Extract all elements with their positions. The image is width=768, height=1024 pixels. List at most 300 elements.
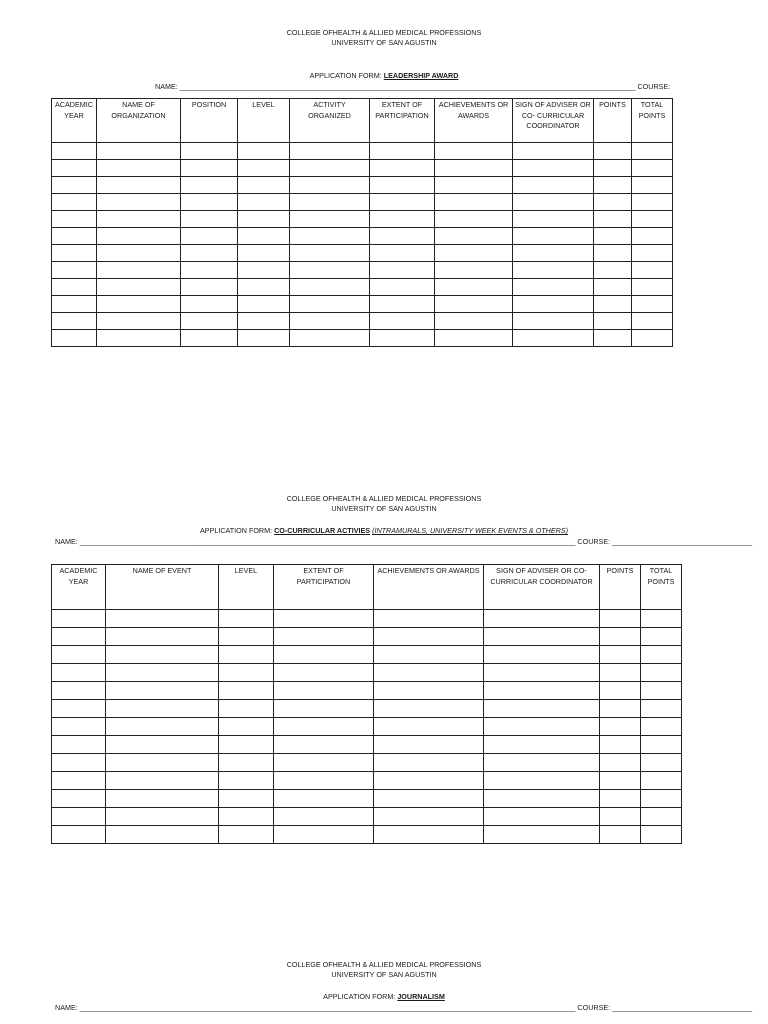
table-cell[interactable]: [274, 790, 374, 808]
table-cell[interactable]: [370, 279, 435, 296]
table-cell[interactable]: [274, 826, 374, 844]
table-row: [52, 790, 682, 808]
table-cell[interactable]: [435, 228, 513, 245]
name-label: NAME:: [55, 537, 80, 546]
table-cell[interactable]: [52, 160, 97, 177]
name-underline[interactable]: __________________________________________________________________________________________________________________: [179, 82, 636, 91]
table-cell[interactable]: [513, 194, 594, 211]
col-header: ACADEMIC YEAR: [52, 565, 106, 610]
table-cell[interactable]: [274, 736, 374, 754]
table-cell[interactable]: [641, 664, 682, 682]
table-cell[interactable]: [484, 808, 600, 826]
table-cell[interactable]: [219, 682, 274, 700]
table-cell[interactable]: [374, 772, 484, 790]
form2-name-line: [55, 537, 753, 547]
table-cell[interactable]: [181, 245, 238, 262]
table-cell[interactable]: [219, 808, 274, 826]
form-prefix: APPLICATION FORM:: [323, 992, 398, 1001]
table-cell[interactable]: [374, 754, 484, 772]
table-row: [52, 610, 682, 628]
table-cell[interactable]: [484, 628, 600, 646]
table-cell[interactable]: [274, 772, 374, 790]
table-cell[interactable]: [594, 330, 632, 347]
table-cell[interactable]: [594, 228, 632, 245]
table-cell[interactable]: [97, 296, 181, 313]
table-cell[interactable]: [52, 245, 97, 262]
table-cell[interactable]: [52, 228, 97, 245]
table-cell[interactable]: [97, 262, 181, 279]
table-cell[interactable]: [52, 262, 97, 279]
table-cell[interactable]: [370, 211, 435, 228]
col-header: ACHIEVEMENTS OR AWARDS: [435, 99, 513, 143]
table-cell[interactable]: [238, 330, 290, 347]
table-row: [52, 682, 682, 700]
table-cell[interactable]: [274, 718, 374, 736]
table-row: [52, 700, 682, 718]
table-row: [52, 826, 682, 844]
table-cell[interactable]: [435, 313, 513, 330]
table-cell[interactable]: [600, 646, 641, 664]
table-row: [52, 211, 673, 228]
table-cell[interactable]: [632, 177, 673, 194]
table-cell[interactable]: [484, 700, 600, 718]
col-header: EXTENT OF PARTICIPATION: [370, 99, 435, 143]
table-cell[interactable]: [181, 313, 238, 330]
table-cell[interactable]: [374, 736, 484, 754]
table-cell[interactable]: [97, 194, 181, 211]
table-cell[interactable]: [106, 754, 219, 772]
table-cell[interactable]: [52, 790, 106, 808]
form-title: LEADERSHIP AWARD: [383, 71, 459, 80]
table-cell[interactable]: [370, 143, 435, 160]
table-row: [52, 664, 682, 682]
col-header: TOTAL POINTS: [641, 565, 682, 610]
table-cell[interactable]: [513, 245, 594, 262]
table-cell[interactable]: [594, 211, 632, 228]
form2-title-line: [0, 526, 768, 536]
leadership-table: [51, 98, 673, 347]
table-cell[interactable]: [484, 772, 600, 790]
table-cell[interactable]: [484, 682, 600, 700]
table-cell[interactable]: [52, 211, 97, 228]
table-cell[interactable]: [513, 228, 594, 245]
table-cell[interactable]: [106, 826, 219, 844]
table-cell[interactable]: [52, 194, 97, 211]
table-row: [52, 296, 673, 313]
table-row: [52, 279, 673, 296]
table-cell[interactable]: [274, 754, 374, 772]
table-row: [52, 772, 682, 790]
table-cell[interactable]: [52, 826, 106, 844]
table-cell[interactable]: [600, 736, 641, 754]
table-cell[interactable]: [219, 718, 274, 736]
table-cell[interactable]: [52, 313, 97, 330]
table-row: [52, 228, 673, 245]
table-cell[interactable]: [370, 194, 435, 211]
university-name: UNIVERSITY OF SAN AGUSTIN: [331, 504, 437, 513]
col-header: ACTIVITY ORGANIZED: [290, 99, 370, 143]
table-cell[interactable]: [632, 313, 673, 330]
university-name: UNIVERSITY OF SAN AGUSTIN: [331, 38, 437, 47]
table-cell[interactable]: [435, 160, 513, 177]
table-cell[interactable]: [52, 772, 106, 790]
table-cell[interactable]: [484, 790, 600, 808]
table-cell[interactable]: [219, 664, 274, 682]
table-cell[interactable]: [52, 664, 106, 682]
table-cell[interactable]: [97, 177, 181, 194]
course-underline[interactable]: ___________________________________: [612, 537, 753, 546]
table-cell[interactable]: [641, 682, 682, 700]
table-row: [52, 177, 673, 194]
table-cell[interactable]: [374, 808, 484, 826]
table-cell[interactable]: [594, 245, 632, 262]
table-row: [52, 628, 682, 646]
table-cell[interactable]: [370, 296, 435, 313]
table-cell[interactable]: [370, 330, 435, 347]
table-cell[interactable]: [290, 211, 370, 228]
table-cell[interactable]: [370, 262, 435, 279]
table-cell[interactable]: [641, 610, 682, 628]
table-row: [52, 262, 673, 279]
table-cell[interactable]: [238, 228, 290, 245]
table-cell[interactable]: [594, 177, 632, 194]
table-cell[interactable]: [641, 754, 682, 772]
table-cell[interactable]: [106, 808, 219, 826]
table-cell[interactable]: [632, 245, 673, 262]
table-cell[interactable]: [374, 790, 484, 808]
table-cell[interactable]: [594, 313, 632, 330]
table-cell[interactable]: [484, 664, 600, 682]
table-cell[interactable]: [52, 628, 106, 646]
table-cell[interactable]: [97, 211, 181, 228]
table-cell[interactable]: [219, 736, 274, 754]
table-cell[interactable]: [219, 754, 274, 772]
col-header: POSITION: [181, 99, 238, 143]
table-cell[interactable]: [632, 330, 673, 347]
table-cell[interactable]: [641, 736, 682, 754]
table-cell[interactable]: [181, 211, 238, 228]
table-cell[interactable]: [641, 628, 682, 646]
table-cell[interactable]: [52, 177, 97, 194]
col-header: ACADEMIC YEAR: [52, 99, 97, 143]
table-cell[interactable]: [181, 279, 238, 296]
table-cell[interactable]: [219, 610, 274, 628]
table-row: [52, 736, 682, 754]
table-cell[interactable]: [274, 808, 374, 826]
table-cell[interactable]: [632, 279, 673, 296]
course-underline[interactable]: ___________________________________: [612, 1003, 753, 1012]
table-cell[interactable]: [484, 610, 600, 628]
col-header: TOTAL POINTS: [632, 99, 673, 143]
table-row: [52, 718, 682, 736]
form-subtitle: (INTRAMURALS, UNIVERSITY WEEK EVENTS & OTHERS): [372, 526, 569, 535]
table-cell[interactable]: [97, 228, 181, 245]
table-cell[interactable]: [513, 160, 594, 177]
table-cell[interactable]: [435, 177, 513, 194]
table-cell[interactable]: [181, 194, 238, 211]
table-cell[interactable]: [370, 177, 435, 194]
table-cell[interactable]: [238, 245, 290, 262]
table-cell[interactable]: [435, 296, 513, 313]
table-cell[interactable]: [641, 808, 682, 826]
table-cell[interactable]: [97, 160, 181, 177]
table-cell[interactable]: [641, 646, 682, 664]
table-row: [52, 754, 682, 772]
table-cell[interactable]: [97, 245, 181, 262]
col-header: SIGN OF ADVISER OR CO-CURRICULAR COORDINATOR: [484, 565, 600, 610]
table-cell[interactable]: [290, 296, 370, 313]
table-cell[interactable]: [600, 682, 641, 700]
college-name: COLLEGE OFHEALTH & ALLIED MEDICAL PROFESSIONS: [286, 28, 482, 37]
table-cell[interactable]: [641, 826, 682, 844]
table-cell[interactable]: [290, 194, 370, 211]
table-cell[interactable]: [513, 330, 594, 347]
table-cell[interactable]: [290, 177, 370, 194]
table-cell[interactable]: [290, 313, 370, 330]
table-cell[interactable]: [374, 646, 484, 664]
form1-header: [0, 28, 768, 48]
form3-title-line: [0, 992, 768, 1002]
table-cell[interactable]: [435, 194, 513, 211]
table-cell[interactable]: [238, 177, 290, 194]
table-cell[interactable]: [52, 718, 106, 736]
col-header: NAME OF EVENT: [106, 565, 219, 610]
table-cell[interactable]: [106, 736, 219, 754]
table-cell[interactable]: [106, 664, 219, 682]
table-cell[interactable]: [435, 279, 513, 296]
table-cell[interactable]: [181, 228, 238, 245]
table-cell[interactable]: [52, 646, 106, 664]
table-cell[interactable]: [274, 700, 374, 718]
table-cell[interactable]: [484, 736, 600, 754]
table-cell[interactable]: [594, 194, 632, 211]
table-cell[interactable]: [97, 313, 181, 330]
table-cell[interactable]: [600, 664, 641, 682]
table-cell[interactable]: [52, 279, 97, 296]
table-cell[interactable]: [600, 700, 641, 718]
table-cell[interactable]: [52, 610, 106, 628]
table-row: [52, 245, 673, 262]
college-name: COLLEGE OFHEALTH & ALLIED MEDICAL PROFESSIONS: [286, 494, 482, 503]
table-cell[interactable]: [290, 245, 370, 262]
table-cell[interactable]: [219, 628, 274, 646]
table-cell[interactable]: [274, 664, 374, 682]
table-cell[interactable]: [513, 177, 594, 194]
form2-header: [0, 494, 768, 514]
table-cell[interactable]: [290, 262, 370, 279]
col-header: LEVEL: [238, 99, 290, 143]
table-cell[interactable]: [600, 628, 641, 646]
table-row: [52, 143, 673, 160]
course-label: COURSE:: [575, 537, 613, 546]
table-cell[interactable]: [370, 160, 435, 177]
table-cell[interactable]: [594, 296, 632, 313]
table-cell[interactable]: [219, 790, 274, 808]
table-cell[interactable]: [106, 628, 219, 646]
table-cell[interactable]: [290, 330, 370, 347]
table-cell[interactable]: [632, 296, 673, 313]
table-cell[interactable]: [513, 262, 594, 279]
table-cell[interactable]: [290, 228, 370, 245]
table-cell[interactable]: [52, 330, 97, 347]
table-cell[interactable]: [374, 628, 484, 646]
table-cell[interactable]: [274, 682, 374, 700]
table-cell[interactable]: [632, 194, 673, 211]
table-cell[interactable]: [219, 700, 274, 718]
table-cell[interactable]: [274, 646, 374, 664]
table-cell[interactable]: [238, 194, 290, 211]
name-label: NAME:: [155, 82, 180, 91]
table-cell[interactable]: [513, 279, 594, 296]
name-underline[interactable]: ____________________________________________________________________________________________________________________________: [79, 537, 576, 546]
form3-header: [0, 960, 768, 980]
table-cell[interactable]: [181, 160, 238, 177]
course-label: COURSE:: [575, 1003, 613, 1012]
table-cell[interactable]: [600, 754, 641, 772]
table-cell[interactable]: [106, 700, 219, 718]
table-cell[interactable]: [600, 790, 641, 808]
table-cell[interactable]: [641, 718, 682, 736]
form-title: JOURNALISM: [397, 992, 445, 1001]
table-cell[interactable]: [238, 279, 290, 296]
table-cell[interactable]: [484, 826, 600, 844]
table-row: [52, 330, 673, 347]
table-cell[interactable]: [52, 296, 97, 313]
table-cell[interactable]: [106, 610, 219, 628]
table-cell[interactable]: [484, 754, 600, 772]
table-cell[interactable]: [238, 262, 290, 279]
table-cell[interactable]: [238, 143, 290, 160]
table-row: [52, 313, 673, 330]
table-cell[interactable]: [181, 177, 238, 194]
table-cell[interactable]: [106, 682, 219, 700]
co-curricular-table: [51, 564, 682, 844]
table-cell[interactable]: [594, 279, 632, 296]
table-cell[interactable]: [370, 228, 435, 245]
form1-title-line: [0, 71, 768, 81]
table-cell[interactable]: [374, 610, 484, 628]
col-header: SIGN OF ADVISER OR CO- CURRICULAR COORDINATOR: [513, 99, 594, 143]
table-cell[interactable]: [513, 143, 594, 160]
table-cell[interactable]: [513, 296, 594, 313]
table-cell[interactable]: [513, 211, 594, 228]
table-cell[interactable]: [641, 700, 682, 718]
table-cell[interactable]: [52, 736, 106, 754]
table-cell[interactable]: [632, 262, 673, 279]
table-cell[interactable]: [641, 790, 682, 808]
table-cell[interactable]: [106, 718, 219, 736]
name-underline[interactable]: ____________________________________________________________________________________________________________________________: [79, 1003, 576, 1012]
table-cell[interactable]: [600, 826, 641, 844]
table-cell[interactable]: [435, 143, 513, 160]
table-cell[interactable]: [600, 772, 641, 790]
table-cell[interactable]: [600, 808, 641, 826]
col-header: LEVEL: [219, 565, 274, 610]
table-cell[interactable]: [374, 700, 484, 718]
col-header: NAME OF ORGANIZATION: [97, 99, 181, 143]
table-cell[interactable]: [181, 262, 238, 279]
form-prefix: APPLICATION FORM:: [309, 71, 384, 80]
table-cell[interactable]: [181, 330, 238, 347]
table-cell[interactable]: [290, 279, 370, 296]
table-cell[interactable]: [594, 160, 632, 177]
table-cell[interactable]: [106, 772, 219, 790]
table-cell[interactable]: [52, 700, 106, 718]
table-cell[interactable]: [52, 754, 106, 772]
table-cell[interactable]: [97, 330, 181, 347]
table-cell[interactable]: [484, 718, 600, 736]
table-cell[interactable]: [374, 826, 484, 844]
table-cell[interactable]: [594, 143, 632, 160]
table-cell[interactable]: [632, 228, 673, 245]
table-cell[interactable]: [484, 646, 600, 664]
table-cell[interactable]: [435, 262, 513, 279]
table-cell[interactable]: [181, 296, 238, 313]
form1-name-line: [155, 82, 671, 92]
table-cell[interactable]: [632, 211, 673, 228]
name-label: NAME:: [55, 1003, 80, 1012]
form3-name-line: [55, 1003, 753, 1013]
table-cell[interactable]: [274, 628, 374, 646]
table-cell[interactable]: [370, 313, 435, 330]
table-cell[interactable]: [435, 330, 513, 347]
table-cell[interactable]: [52, 808, 106, 826]
table-cell[interactable]: [374, 664, 484, 682]
table-cell[interactable]: [370, 245, 435, 262]
table-cell[interactable]: [632, 143, 673, 160]
col-header: POINTS: [594, 99, 632, 143]
table-cell[interactable]: [374, 682, 484, 700]
table-cell[interactable]: [181, 143, 238, 160]
table-cell[interactable]: [274, 610, 374, 628]
table-row: [52, 194, 673, 211]
table-cell[interactable]: [632, 160, 673, 177]
table-cell[interactable]: [219, 826, 274, 844]
table-cell[interactable]: [290, 160, 370, 177]
table-cell[interactable]: [219, 646, 274, 664]
table-row: [52, 646, 682, 664]
table-cell[interactable]: [238, 160, 290, 177]
table-cell[interactable]: [97, 143, 181, 160]
table-cell[interactable]: [600, 610, 641, 628]
table-cell[interactable]: [513, 313, 594, 330]
form-prefix: APPLICATION FORM:: [199, 526, 275, 535]
table-cell[interactable]: [238, 313, 290, 330]
table-cell[interactable]: [435, 211, 513, 228]
form-title: CO-CURRICULAR ACTIVIES: [274, 526, 371, 535]
table-cell[interactable]: [600, 718, 641, 736]
table-cell[interactable]: [435, 245, 513, 262]
table-cell[interactable]: [52, 143, 97, 160]
col-header: ACHIEVEMENTS OR AWARDS: [374, 565, 484, 610]
table-row: [52, 808, 682, 826]
table-cell[interactable]: [238, 296, 290, 313]
col-header: EXTENT OF PARTICIPATION: [274, 565, 374, 610]
table-cell[interactable]: [97, 279, 181, 296]
table-cell[interactable]: [374, 718, 484, 736]
table-cell[interactable]: [106, 646, 219, 664]
table-cell[interactable]: [594, 262, 632, 279]
university-name: UNIVERSITY OF SAN AGUSTIN: [331, 970, 437, 979]
table-cell[interactable]: [641, 772, 682, 790]
table-cell[interactable]: [52, 682, 106, 700]
table-cell[interactable]: [290, 143, 370, 160]
table-cell[interactable]: [219, 772, 274, 790]
table-cell[interactable]: [238, 211, 290, 228]
table-cell[interactable]: [106, 790, 219, 808]
course-label: COURSE:: [635, 82, 671, 91]
co-curricular-table-body: [52, 610, 682, 844]
